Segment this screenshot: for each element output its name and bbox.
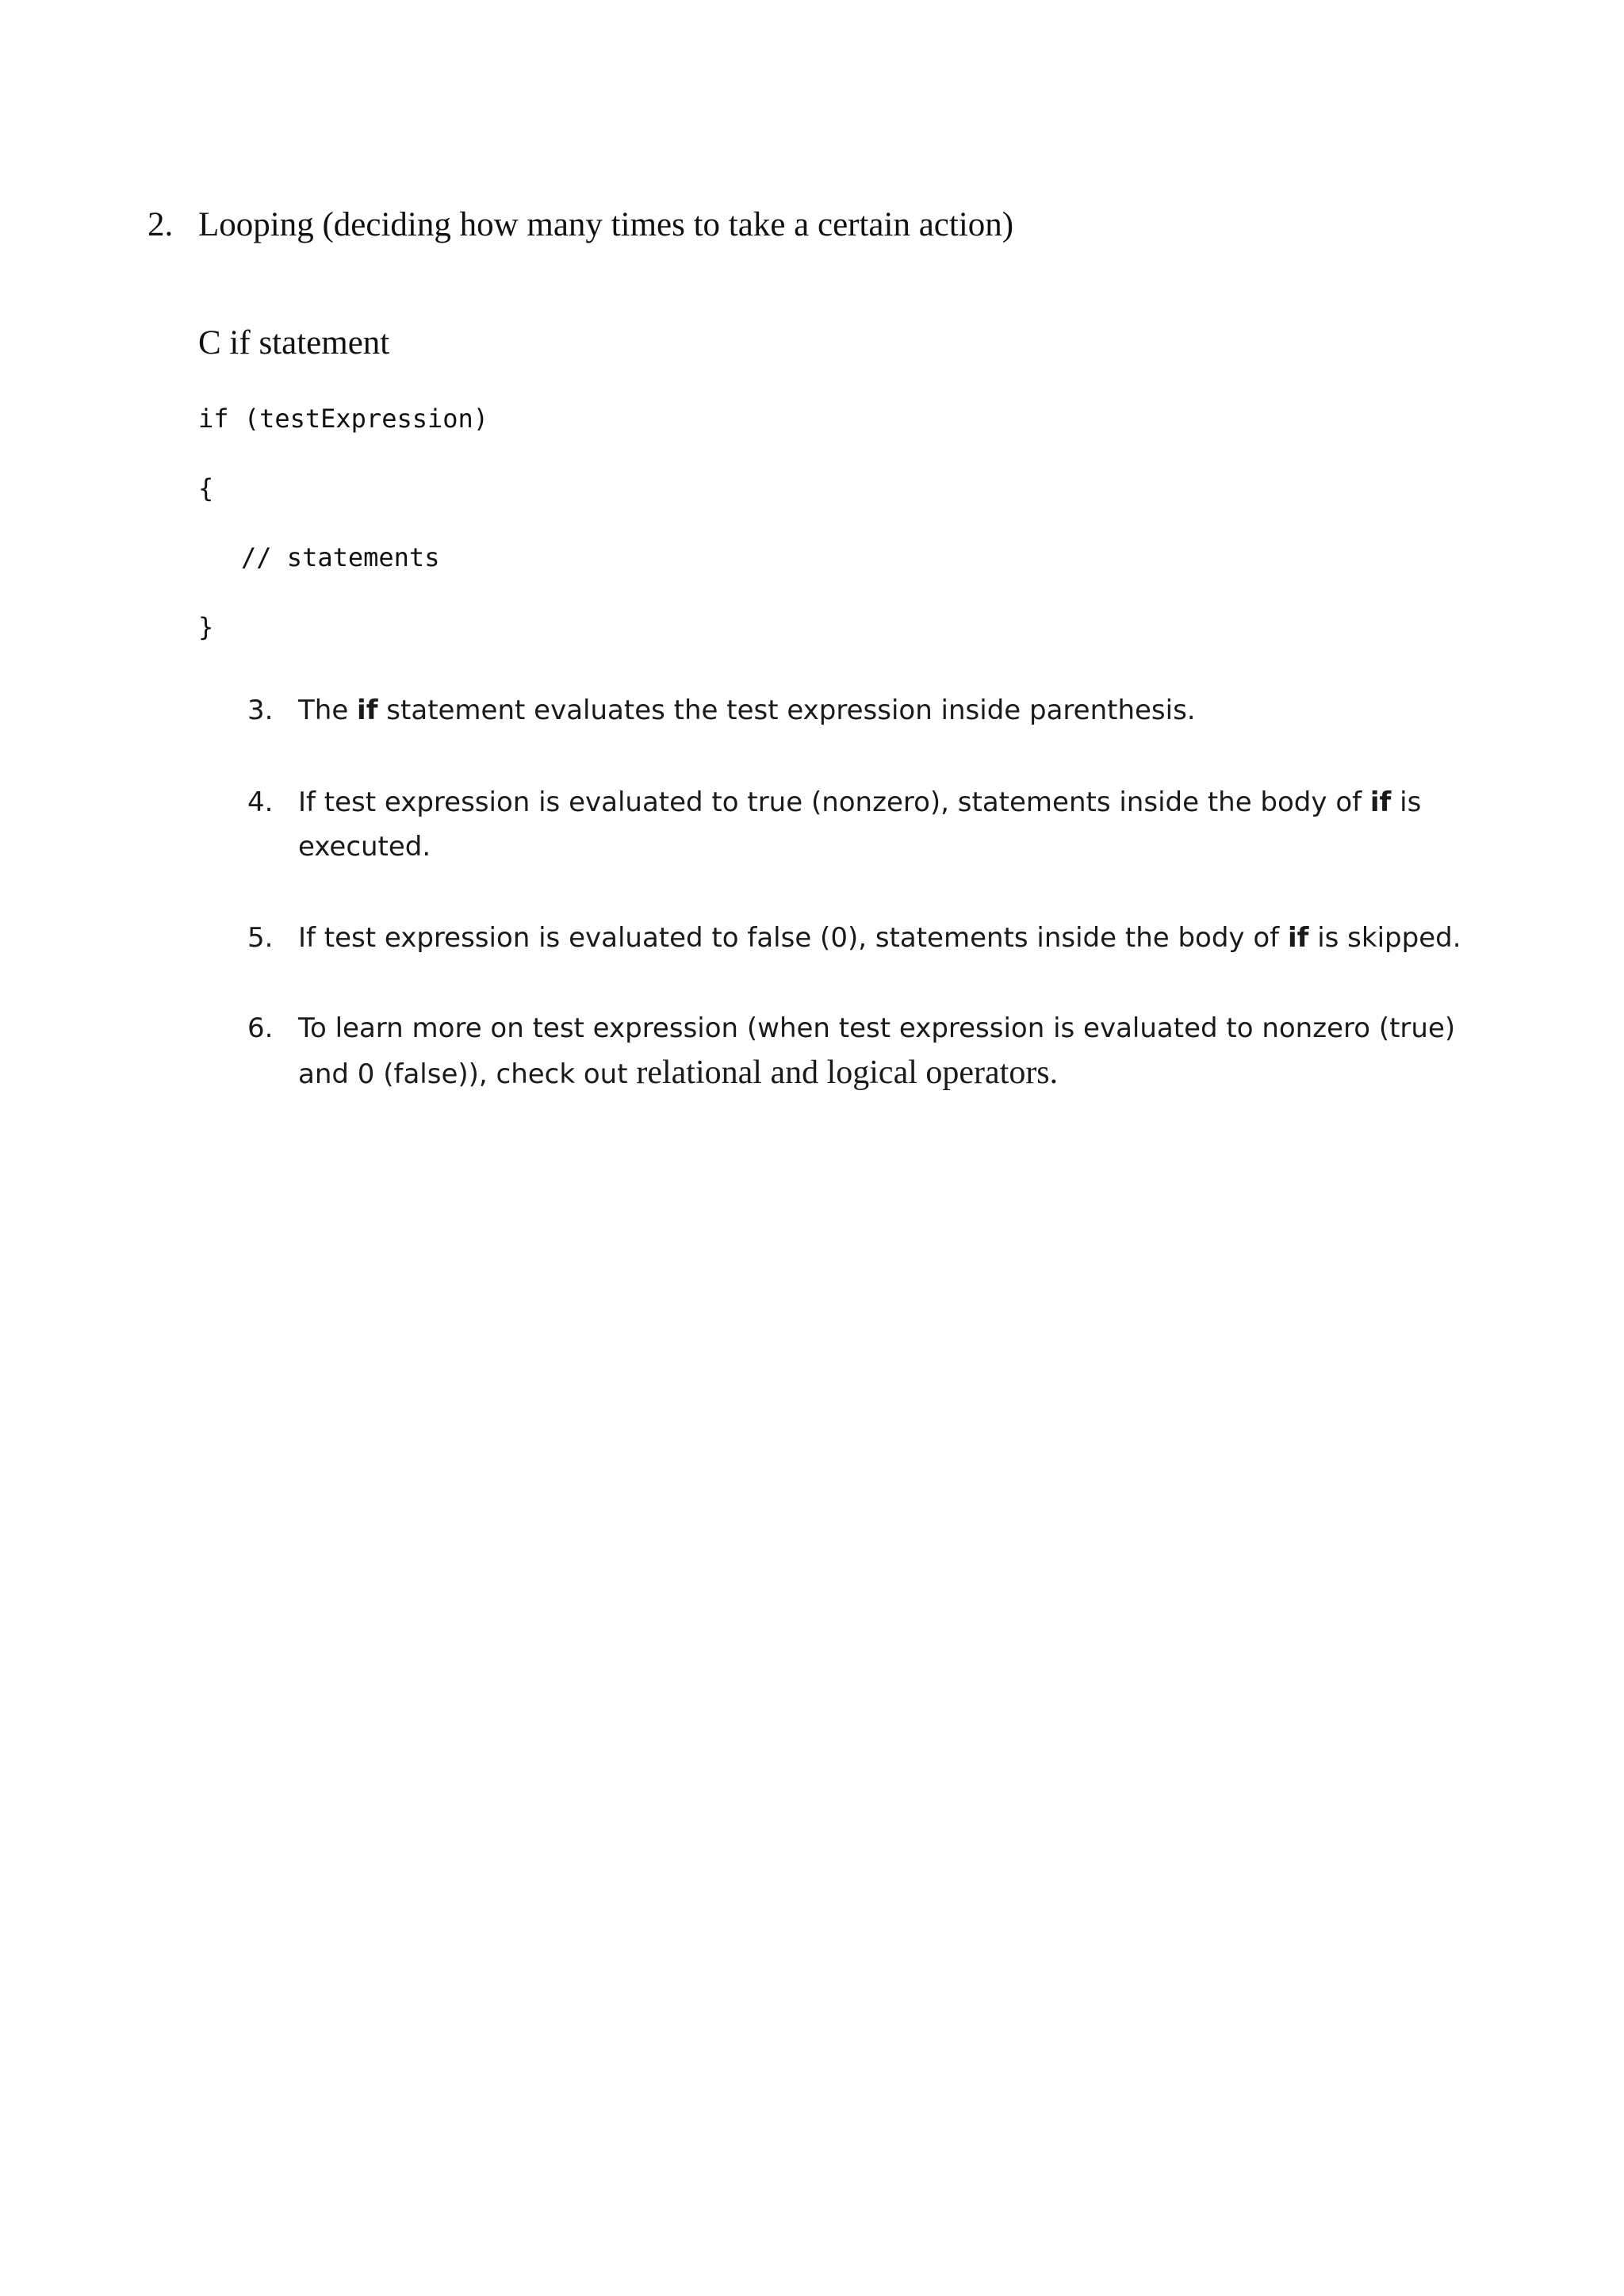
code-line: { (198, 473, 214, 503)
section-title: Looping (deciding how many times to take a certain action) (198, 206, 1014, 243)
list-item (247, 780, 1484, 869)
section-heading (147, 203, 1013, 247)
keyword: if (1369, 786, 1392, 818)
operators-link[interactable]: relational and logical operators. (636, 1054, 1059, 1091)
code-line: } (198, 612, 214, 642)
subheading: C if statement (198, 324, 390, 362)
list-item-number: 4. (247, 786, 274, 818)
list-item (247, 688, 1484, 733)
keyword: if (1287, 922, 1309, 954)
list-item (247, 1006, 1484, 1096)
list-item-text: The if statement evaluates the test expression inside parenthesis. (298, 695, 1196, 726)
list-item-text: To learn more on test expression (when test expression is evaluated to nonzero (true) and 0 (false)), check out relational and logical operators. (298, 1012, 1456, 1091)
list-item-text: If test expression is evaluated to true (nonzero), statements inside the body of if is executed. (298, 786, 1422, 863)
code-line: if (testExpression) (198, 404, 489, 434)
list-item (247, 916, 1484, 960)
keyword: if (357, 695, 378, 726)
code-line: // statements (241, 542, 440, 572)
list-item-number: 6. (247, 1012, 274, 1044)
list-item-number: 5. (247, 922, 274, 954)
list-item-number: 3. (247, 695, 274, 726)
list-item-text: If test expression is evaluated to false (0), statements inside the body of if is skipped. (298, 922, 1461, 954)
section-number: 2. (147, 206, 174, 243)
